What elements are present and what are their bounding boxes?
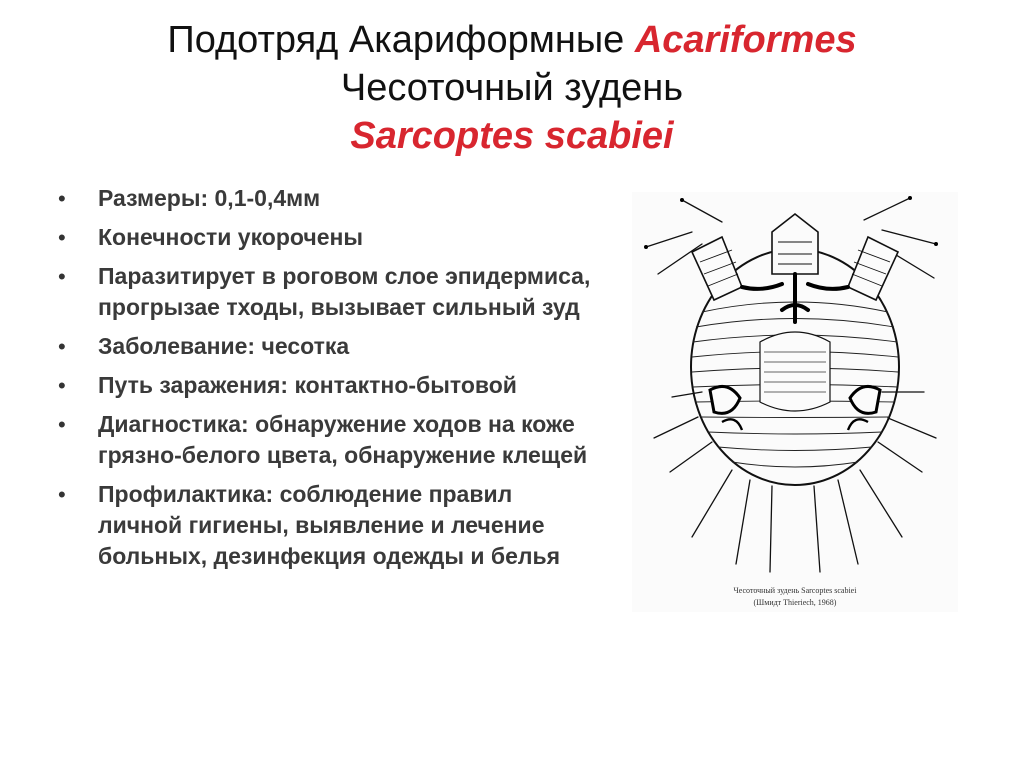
bullet-size: • Размеры: 0,1-0,4мм xyxy=(56,183,596,214)
figure-caption-source: (Шмидт Thieriech, 1968) xyxy=(753,598,837,607)
bullet-dot: • xyxy=(58,264,66,289)
species-common-name: Чесоточный зудень xyxy=(340,67,684,109)
bullet-dot: • xyxy=(58,225,66,250)
bullet-dot: • xyxy=(58,482,66,507)
bullet-dot: • xyxy=(58,186,66,211)
bullet-list xyxy=(56,183,596,580)
bullet-dot: • xyxy=(58,334,66,359)
bullet-transmission: • Путь заражения: контактно-бытовой xyxy=(56,370,596,401)
bullet-limbs: • Конечности укорочены xyxy=(56,222,596,253)
title-line-1 xyxy=(0,16,1024,64)
species-latin-name: Sarcoptes scabiei xyxy=(350,115,674,157)
mite-illustration xyxy=(632,192,958,612)
bullet-prevention: • Профилактика: соблюдение правил личной гигиены, выявление и лечение больных, дезинфекция одежды и белья xyxy=(58,481,561,569)
bullet-dot: • xyxy=(58,412,66,437)
suborder-latin-name: Acariformes xyxy=(634,19,857,61)
figure-caption-title: Чесоточный зудень Sarcoptes scabiei xyxy=(733,586,857,595)
bullet-dot: • xyxy=(58,373,66,398)
mite-drawing xyxy=(632,192,958,577)
bullet-parasitism: • Паразитирует в роговом слое эпидермиса, прогрызае тходы, вызывает сильный зуд xyxy=(58,263,591,320)
suborder-name: Подотряд Акариформные xyxy=(167,19,625,61)
slide-title xyxy=(0,16,1024,160)
bullet-diagnostics: • Диагностика: обнаружение ходов на коже грязно-белого цвета, обнаружение клещей xyxy=(58,411,588,468)
bullet-disease: • Заболевание: чесотка xyxy=(56,331,596,362)
